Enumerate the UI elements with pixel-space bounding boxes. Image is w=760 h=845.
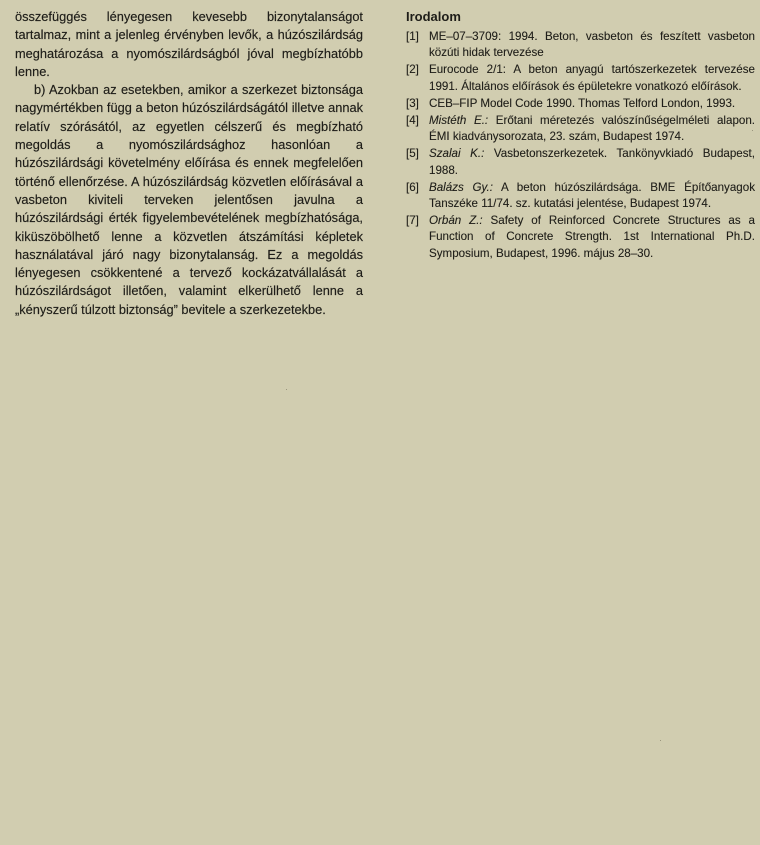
references-column <box>406 8 755 263</box>
reference-item <box>406 113 755 145</box>
body-paragraph-continued: összefüggés lényegesen kevesebb bizonytalanságot tartalmaz, mint a jelenleg érvényben levők, a húzószilárdság meghatározása a nyomószilárdságból jóval megbízhatóbb lenne. <box>15 9 363 79</box>
reference-number: [5] <box>406 147 419 161</box>
reference-details: A beton húzószilárdsága. BME Építőanyagok Tanszéke 11/74. sz. kutatási jelentése, Budapest 1974. <box>429 180 755 211</box>
body-paragraph-b: b) Azokban az esetekben, amikor a szerkezet biztonsága nagymértékben függ a beton húzószilárdságától illetve annak relatív szórásától, az egyetlen célszerű és megbízható megoldás a nyomószilárdsághoz hasonlóan a húzószilárdsági követelmény előírása és ennek megfelelően történő ellenőrzése. A húzószilárdság közvetlen előírásával a vasbeton kiviteli terveken jelentősen javulna a húzószilárdsági érték figyelembevételének megbízhatósága, kiküszöbölhető lenne a közvetlen átszámítási képletek használatával járó nagy bizonytalanság. Ez a megoldás lényegesen csökkentené a tervező kockázatvállalását a húzószilárdságot illetően, valamint elkerülhető lenne a „kényszerű túlzott biztonság” bevitele a szerkezetekbe. <box>15 82 363 317</box>
body-text-column <box>15 8 363 319</box>
reference-item <box>406 146 755 178</box>
reference-text <box>429 146 755 178</box>
reference-number: [3] <box>406 96 419 110</box>
reference-item <box>406 29 755 61</box>
reference-details: Erőtani méretezés valószínűségelméleti alapon. ÉMI kiadványsorozata, 23. szám, Budapest 1974. <box>429 114 756 144</box>
reference-details: CEB–FIP Model Code 1990. Thomas Telford London, 1993. <box>429 96 736 110</box>
reference-number: [1] <box>406 30 419 43</box>
reference-text <box>429 96 755 112</box>
reference-number: [4] <box>406 114 419 128</box>
reference-item <box>406 62 755 94</box>
scan-speck <box>660 740 661 741</box>
reference-details: Vasbetonszerkezetek. Tankönyvkiadó Budapest, 1988. <box>429 147 755 177</box>
reference-number: [2] <box>406 63 419 77</box>
reference-text <box>429 180 755 212</box>
reference-item <box>406 180 755 212</box>
scan-speck <box>752 130 753 131</box>
reference-author: Mistéth E.: <box>429 114 489 128</box>
reference-details: ME–07–3709: 1994. Beton, vasbeton és feszített vasbeton közúti hidak tervezése <box>429 30 755 60</box>
scan-speck <box>286 389 287 390</box>
reference-details: Safety of Reinforced Concrete Structures as a Function of Concrete Strength. 1st International Ph.D. Symposium, Budapest, 1996. május 28–30. <box>429 214 755 260</box>
reference-text <box>429 62 755 94</box>
references-heading: Irodalom <box>406 9 461 24</box>
reference-list <box>406 29 755 262</box>
reference-number: [7] <box>406 214 419 228</box>
reference-text <box>429 213 755 262</box>
reference-text <box>429 29 755 61</box>
reference-text <box>429 113 755 145</box>
reference-author: Szalai K.: <box>429 147 485 161</box>
reference-item <box>406 213 755 262</box>
reference-item <box>406 96 755 112</box>
reference-number: [6] <box>406 180 419 194</box>
reference-author: Balázs Gy.: <box>429 180 493 194</box>
reference-details: Eurocode 2/1: A beton anyagú tartószerkezetek tervezése 1991. Általános előírások és épületekre vonatkozó előírások. <box>429 63 755 93</box>
reference-author: Orbán Z.: <box>429 214 483 228</box>
